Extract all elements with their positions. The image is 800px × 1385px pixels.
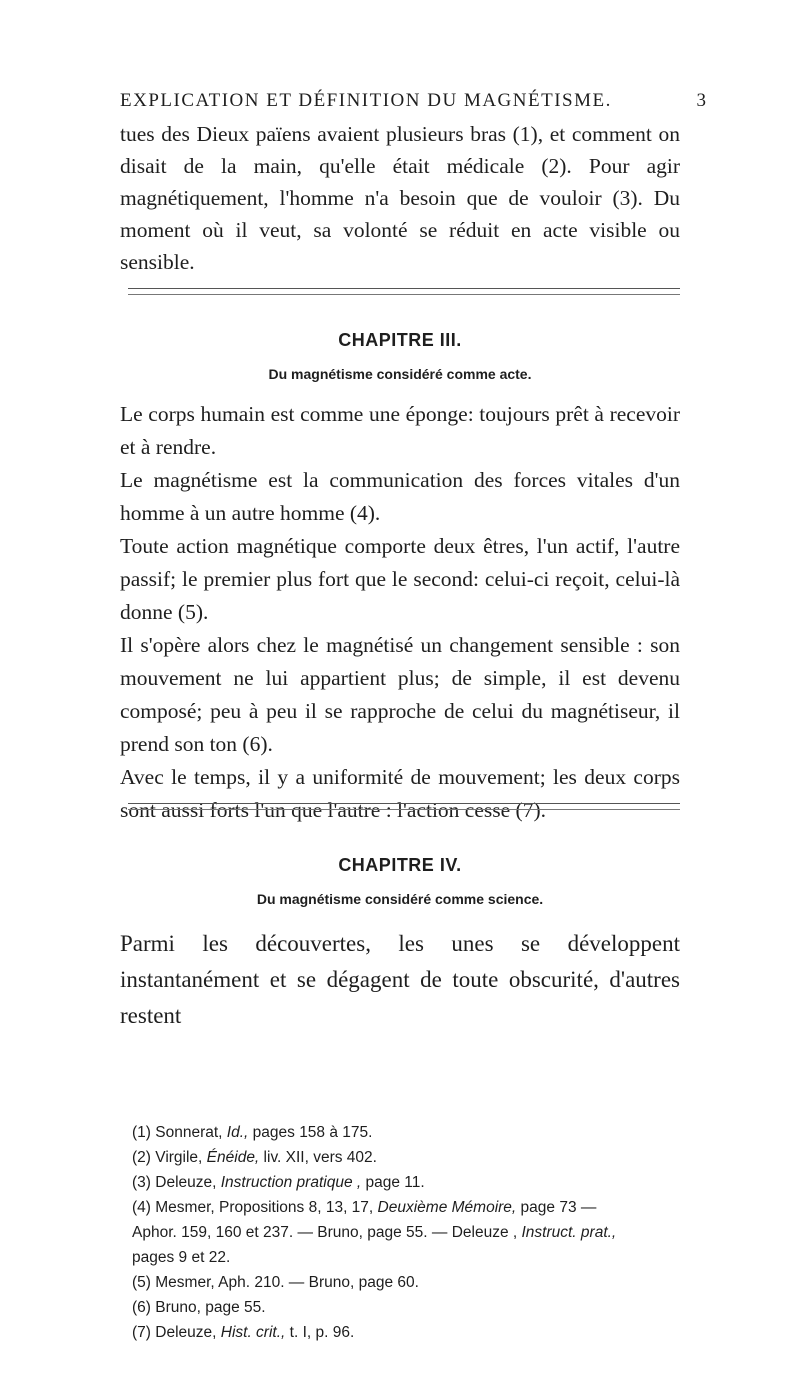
- chapter-3-text: [120, 398, 680, 827]
- intro-text: [120, 118, 680, 278]
- footnote-2: (2) Virgile, Énéide, liv. XII, vers 402.: [132, 1149, 377, 1166]
- footnote-5: (5) Mesmer, Aph. 210. — Bruno, page 60.: [132, 1274, 419, 1291]
- footnote-3: (3) Deleuze, Instruction pratique , page 11.: [132, 1174, 425, 1191]
- footnote-6: (6) Bruno, page 55.: [132, 1299, 266, 1316]
- paragraph: Parmi les découvertes, les unes se développent instantanément et se dégagent de toute obscurité, d'autres restent: [120, 931, 680, 1028]
- chapter-3-heading: CHAPITRE III.: [338, 330, 462, 350]
- chapter-4-subtitle: Du magnétisme considéré comme science.: [256, 891, 544, 907]
- paragraph: Le magnétisme est la communication des forces vitales d'un homme à un autre homme (4).: [120, 468, 680, 525]
- paragraph: Le corps humain est comme une éponge: toujours prêt à recevoir et à rendre.: [120, 402, 680, 459]
- footnote-7: (7) Deleuze, Hist. crit., t. I, p. 96.: [132, 1324, 355, 1341]
- paragraph: Toute action magnétique comporte deux êtres, l'un actif, l'autre passif; le premier plus fort que le second: celui-ci reçoit, celui-là donne (5).: [120, 534, 680, 624]
- section-divider: [128, 803, 680, 810]
- intro-paragraph: tues des Dieux païens avaient plusieurs bras (1), et comment on disait de la main, qu'elle était médicale (2). Pour agir magnétiquement, l'homme n'a besoin que de vouloir (3). Du moment où il veut, sa volonté se réduit en acte visible ou sensible.: [120, 122, 680, 274]
- paragraph: Avec le temps, il y a uniformité de mouvement; les deux corps sont aussi forts l'un que l'autre : l'action cesse (7).: [120, 765, 680, 822]
- footnotes: [132, 1120, 692, 1345]
- section-divider: [128, 288, 680, 295]
- footnote-4: (4) Mesmer, Propositions 8, 13, 17, Deuxième Mémoire, page 73 —: [132, 1199, 597, 1216]
- chapter-4-text: [120, 926, 680, 1034]
- chapter-4-heading: CHAPITRE IV.: [338, 855, 462, 875]
- footnote-1: (1) Sonnerat, Id., pages 158 à 175.: [132, 1124, 373, 1141]
- running-head-title: EXPLICATION ET DÉFINITION DU MAGNÉTISME.: [120, 90, 612, 111]
- chapter-3-subtitle: Du magnétisme considéré comme acte.: [268, 366, 532, 382]
- footnote-4-cont: pages 9 et 22.: [132, 1249, 231, 1266]
- paragraph: Il s'opère alors chez le magnétisé un changement sensible : son mouvement ne lui appartient plus; de simple, il est devenu composé; peu à peu il se rapproche de celui du magnétiseur, il prend son ton (6).: [120, 633, 680, 756]
- footnote-4-cont: Aphor. 159, 160 et 237. — Bruno, page 55. — Deleuze , Instruct. prat.,: [132, 1224, 617, 1241]
- running-head: [0, 90, 800, 116]
- page-number: 3: [696, 90, 706, 111]
